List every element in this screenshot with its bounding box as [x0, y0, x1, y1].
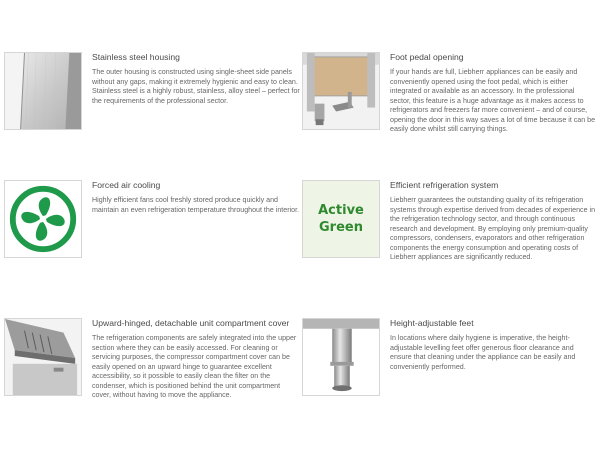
feature-description: Highly efficient fans cool freshly stored produce quickly and maintain an even refrigeration temperature throughout the interior. [92, 196, 300, 214]
feature-description: In locations where daily hygiene is imperative, the height-adjustable levelling feet offer generous floor clearance and ensure that cleaning under the appliance can be easily and conveniently performed. [390, 334, 576, 371]
fan-icon [4, 180, 82, 258]
feature-title: Upward-hinged, detachable unit compartment cover [92, 318, 290, 328]
logo-line-1: Active [318, 203, 364, 218]
feature-text [390, 318, 596, 372]
feature-text [92, 180, 300, 215]
feature-description: If your hands are full, Liebherr appliances can be easily and conveniently opened using the foot pedal, which is either integrated or available as an accessory. In the professional sector, this feature is a huge advantage as it makes access to refrigerators and freezers far more convenient – and of course, opening the door in this way saves a lot of time because it can be easily done whilst still carrying things. [390, 68, 596, 134]
feature-text [390, 52, 596, 135]
stainless-steel-panel-photo [4, 52, 82, 130]
feature-title: Efficient refrigeration system [390, 180, 499, 190]
feature-text [390, 180, 596, 263]
feature-description: Liebherr guarantees the outstanding quality of its refrigeration systems through expertise derived from decades of experience in the refrigeration technology sector, and through continuous research and development. By employing only premium-quality compressors, condensers, evaporators and other refrigeration components the energy consumption and operating costs of Liebherr appliances are significantly reduced. [390, 196, 596, 262]
compartment-cover-photo [4, 318, 82, 396]
feature-title: Stainless steel housing [92, 52, 180, 62]
adjustable-foot-photo [302, 318, 380, 396]
feature-title: Forced air cooling [92, 180, 161, 190]
feature-title: Height-adjustable feet [390, 318, 474, 328]
active-green-logo [302, 180, 380, 258]
feature-description: The refrigeration components are safely integrated into the upper section where they can be easily accessed. For cleaning or servicing purposes, the compressor compartment cover can be easily opened on an upward hinge to guarantee excellent accessibility, so it possible to easily clean the filter on the condenser, which is positioned behind the unit compartment cover, without having to move the appliance. [92, 334, 297, 400]
feature-title: Foot pedal opening [390, 52, 464, 62]
feature-text [92, 52, 300, 106]
logo-line-2: Green [319, 220, 363, 235]
feature-text [92, 318, 300, 401]
feature-description: The outer housing is constructed using single-sheet side panels without any gaps, making it extremely hygienic and easy to clean. Stainless steel is a highly robust, stainless, alloy steel – perfect for the requirements of the professional sector. [92, 68, 300, 105]
foot-pedal-photo [302, 52, 380, 130]
